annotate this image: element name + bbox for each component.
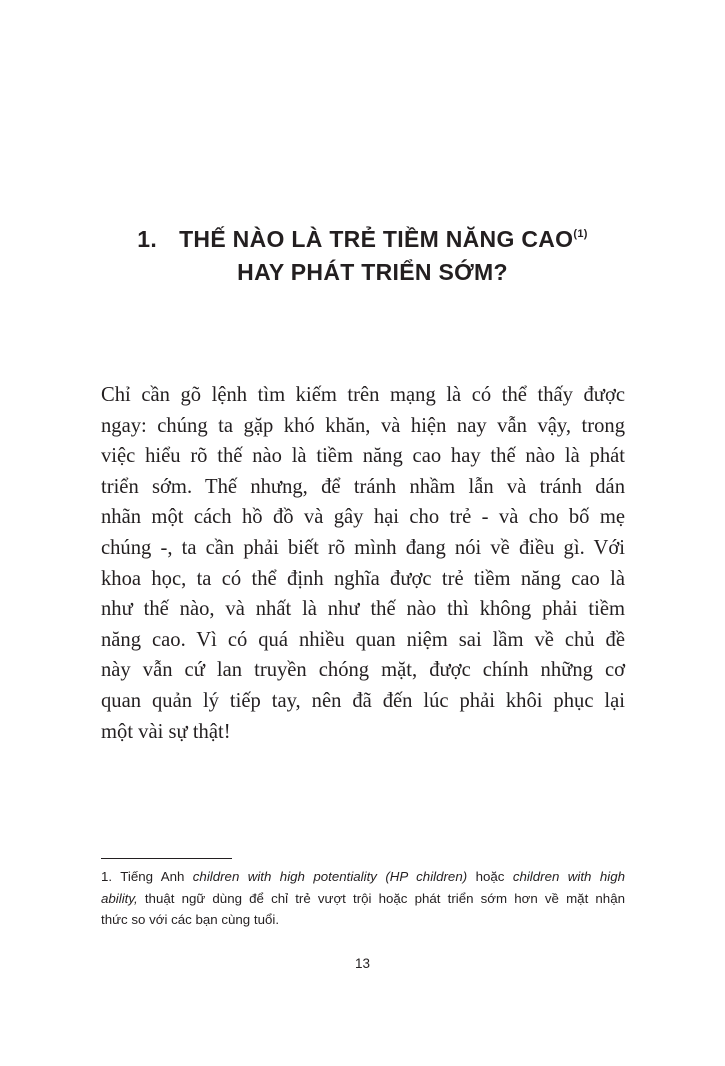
chapter-title-line-2: HAY PHÁT TRIỂN SỚM? — [237, 259, 508, 285]
paragraph-line: này vẫn cứ lan truyền chóng mặt, được chính những cơ — [101, 659, 625, 682]
footnote-text: 1. Tiếng Anh — [101, 869, 193, 884]
footnote-reference[interactable]: (1) — [573, 228, 588, 240]
footnote-term: children with high potentiality (HP children) — [192, 869, 468, 884]
footnote-text: hoặc — [467, 869, 513, 884]
footnote-line — [101, 888, 625, 910]
chapter-number: 1. — [137, 226, 158, 252]
footnote-line — [101, 866, 625, 888]
footnote-term: children with high — [512, 869, 625, 884]
paragraph-line: khoa học, ta có thể định nghĩa được trẻ tiềm năng cao là — [101, 567, 625, 590]
page-number: 13 — [354, 956, 371, 971]
paragraph-line: năng cao. Vì có quá nhiều quan niệm sai lầm về chủ đề — [101, 628, 625, 651]
footnote-divider — [101, 858, 232, 859]
footnote — [101, 866, 625, 931]
paragraph-line: Chỉ cần gõ lệnh tìm kiếm trên mạng là có thể thấy được — [101, 384, 625, 406]
paragraph-line: chúng -, ta cần phải biết rõ mình đang nói về điều gì. Với — [101, 536, 625, 559]
footnote-line: thức so với các bạn cùng tuổi. — [101, 912, 280, 927]
footnote-term: ability, — [101, 890, 138, 906]
footnote-text: thuật ngữ dùng để chỉ trẻ vượt trội hoặc phát triển sớm hơn về mặt nhận — [137, 890, 625, 906]
paragraph-line: ngay: chúng ta gặp khó khăn, và hiện nay vẫn vậy, trong — [101, 414, 625, 437]
paragraph-line: triển sớm. Thế nhưng, để tránh nhầm lẫn và tránh dán — [101, 475, 625, 498]
body-paragraph — [101, 380, 625, 747]
chapter-title-line-1: THẾ NÀO LÀ TRẺ TIỀM NĂNG CAO — [179, 226, 574, 252]
paragraph-line: như thế nào, và nhất là như thế nào thì không phải tiềm — [101, 598, 625, 621]
paragraph-line: nhãn một cách hồ đồ và gây hại cho trẻ - và cho bố mẹ — [101, 506, 625, 529]
chapter-heading-line-2 — [70, 259, 675, 286]
chapter-heading-line-1 — [60, 226, 665, 253]
paragraph-line: việc hiểu rõ thế nào là tiềm năng cao hay thế nào là phát — [101, 445, 625, 468]
paragraph-line: quan quản lý tiếp tay, nên đã đến lúc phải khôi phục lại — [101, 689, 625, 712]
paragraph-line: một vài sự thật! — [101, 720, 231, 743]
